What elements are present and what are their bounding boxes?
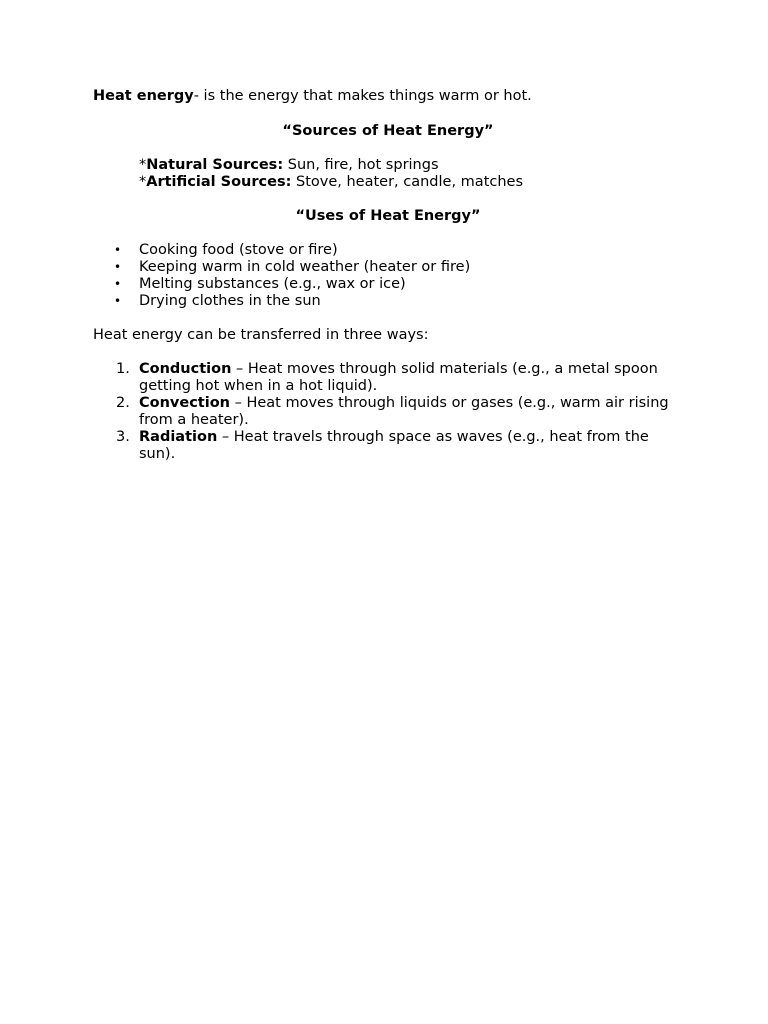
uses-heading: “Uses of Heat Energy” xyxy=(295,208,481,224)
document-page xyxy=(93,88,683,463)
list-item xyxy=(93,361,683,395)
definition-term: Heat energy xyxy=(93,88,194,104)
definition-text: - is the energy that makes things warm or hot. xyxy=(193,88,532,104)
list-number: 3. xyxy=(116,429,130,445)
bullet-icon: • xyxy=(114,294,122,308)
list-number: 1. xyxy=(116,361,130,377)
natural-sources-prefix: * xyxy=(139,157,147,173)
bullet-icon: • xyxy=(114,243,122,257)
transfer-list xyxy=(93,361,683,463)
sources-heading: “Sources of Heat Energy” xyxy=(282,123,494,139)
artificial-sources-prefix: * xyxy=(139,174,147,190)
artificial-sources-line xyxy=(139,174,683,191)
artificial-sources-label: Artificial Sources: xyxy=(146,174,292,190)
uses-list xyxy=(93,242,683,310)
list-item-text: Drying clothes in the sun xyxy=(139,293,321,309)
list-item xyxy=(93,242,683,259)
list-item xyxy=(93,259,683,276)
list-item xyxy=(93,429,683,463)
transfer-text: – Heat travels through space as waves (e.g., heat from the sun). xyxy=(139,429,649,462)
bullet-icon: • xyxy=(114,260,122,274)
list-item xyxy=(93,395,683,429)
natural-sources-label: Natural Sources: xyxy=(146,157,284,173)
list-item-text: Keeping warm in cold weather (heater or fire) xyxy=(139,259,471,275)
sources-list xyxy=(93,157,683,191)
transfer-term: Convection xyxy=(139,395,230,411)
transfer-intro: Heat energy can be transferred in three ways: xyxy=(93,327,429,343)
transfer-term: Radiation xyxy=(139,429,218,445)
natural-sources-line xyxy=(139,157,683,174)
transfer-text: – Heat moves through solid materials (e.g., a metal spoon getting hot when in a hot liquid). xyxy=(139,361,658,394)
list-number: 2. xyxy=(116,395,130,411)
heat-energy-definition xyxy=(93,88,683,105)
list-item-text: Cooking food (stove or fire) xyxy=(139,242,338,258)
transfer-term: Conduction xyxy=(139,361,232,377)
transfer-text: – Heat moves through liquids or gases (e.g., warm air rising from a heater). xyxy=(139,395,669,428)
list-item-text: Melting substances (e.g., wax or ice) xyxy=(139,276,406,292)
bullet-icon: • xyxy=(114,277,122,291)
list-item xyxy=(93,276,683,293)
natural-sources-value: Sun, fire, hot springs xyxy=(283,157,439,173)
list-item xyxy=(93,293,683,310)
artificial-sources-value: Stove, heater, candle, matches xyxy=(291,174,524,190)
